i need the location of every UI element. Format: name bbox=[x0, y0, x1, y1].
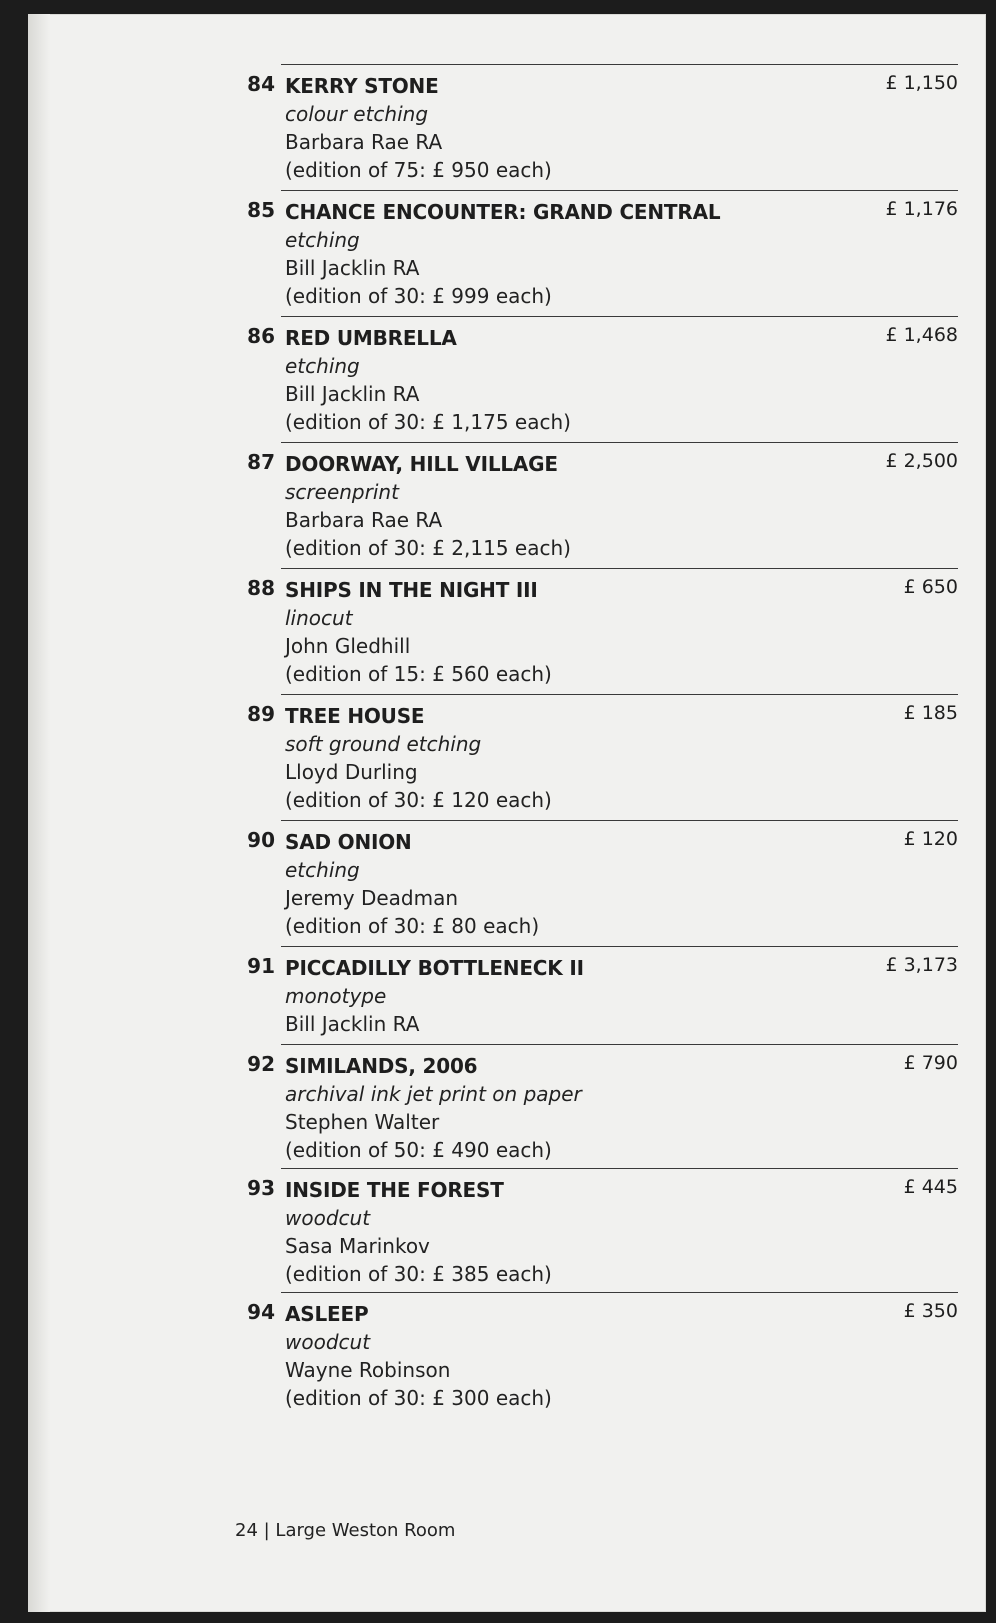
entry-artist: Barbara Rae RA bbox=[285, 130, 443, 154]
entry-title: INSIDE THE FOREST bbox=[285, 1178, 504, 1202]
entry-title: ASLEEP bbox=[285, 1302, 369, 1326]
entry-price: £ 1,176 bbox=[885, 198, 958, 220]
entry-medium: archival ink jet print on paper bbox=[285, 1082, 582, 1106]
catalogue-entry bbox=[223, 1044, 963, 1168]
entry-price: £ 1,150 bbox=[885, 72, 958, 94]
entry-artist: Sasa Marinkov bbox=[285, 1234, 430, 1258]
entry-artist: Lloyd Durling bbox=[285, 760, 418, 784]
entry-artist: Bill Jacklin RA bbox=[285, 256, 420, 280]
entry-medium: woodcut bbox=[285, 1206, 371, 1230]
entry-artist: Jeremy Deadman bbox=[285, 886, 459, 910]
entry-title: PICCADILLY BOTTLENECK II bbox=[285, 956, 584, 980]
entry-divider bbox=[281, 1168, 958, 1169]
entry-medium: monotype bbox=[285, 984, 387, 1008]
entry-artist: Bill Jacklin RA bbox=[285, 1012, 420, 1036]
entry-edition: (edition of 30: £ 1,175 each) bbox=[285, 410, 571, 434]
entry-medium: colour etching bbox=[285, 102, 429, 126]
entry-number: 87 bbox=[247, 450, 275, 474]
entry-medium: soft ground etching bbox=[285, 732, 482, 756]
entry-artist: Wayne Robinson bbox=[285, 1358, 451, 1382]
entry-edition: (edition of 30: £ 385 each) bbox=[285, 1262, 552, 1286]
entry-medium: linocut bbox=[285, 606, 353, 630]
entry-title: KERRY STONE bbox=[285, 74, 439, 98]
entry-number: 91 bbox=[247, 954, 275, 978]
entry-divider bbox=[281, 568, 958, 569]
entry-edition: (edition of 30: £ 80 each) bbox=[285, 914, 540, 938]
entry-number: 84 bbox=[247, 72, 275, 96]
entry-artist: Stephen Walter bbox=[285, 1110, 440, 1134]
entry-divider bbox=[281, 64, 958, 65]
entry-number: 94 bbox=[247, 1300, 275, 1324]
entry-divider bbox=[281, 1044, 958, 1045]
entry-title: SIMILANDS, 2006 bbox=[285, 1054, 478, 1078]
catalogue-page bbox=[28, 14, 986, 1612]
catalogue-entry bbox=[223, 1292, 963, 1416]
entry-number: 89 bbox=[247, 702, 275, 726]
entry-divider bbox=[281, 1292, 958, 1293]
entry-medium: etching bbox=[285, 858, 360, 882]
entry-price: £ 445 bbox=[903, 1176, 958, 1198]
catalogue-entry bbox=[223, 190, 963, 314]
entry-medium: etching bbox=[285, 228, 360, 252]
entry-medium: screenprint bbox=[285, 480, 399, 504]
entry-artist: Barbara Rae RA bbox=[285, 508, 443, 532]
page-binding-shadow bbox=[28, 14, 50, 1612]
entry-divider bbox=[281, 442, 958, 443]
entry-price: £ 650 bbox=[903, 576, 958, 598]
catalogue-entry bbox=[223, 316, 963, 440]
catalogue-entry bbox=[223, 64, 963, 188]
entry-title: RED UMBRELLA bbox=[285, 326, 457, 350]
entry-price: £ 2,500 bbox=[885, 450, 958, 472]
entry-title: TREE HOUSE bbox=[285, 704, 425, 728]
entry-title: SAD ONION bbox=[285, 830, 412, 854]
entry-title: CHANCE ENCOUNTER: GRAND CENTRAL bbox=[285, 200, 721, 224]
entry-edition: (edition of 75: £ 950 each) bbox=[285, 158, 552, 182]
entry-medium: woodcut bbox=[285, 1330, 371, 1354]
entry-edition: (edition of 30: £ 999 each) bbox=[285, 284, 552, 308]
entry-divider bbox=[281, 190, 958, 191]
entry-divider bbox=[281, 316, 958, 317]
entry-price: £ 350 bbox=[903, 1300, 958, 1322]
entry-edition: (edition of 30: £ 120 each) bbox=[285, 788, 552, 812]
catalogue-entry bbox=[223, 568, 963, 692]
entry-divider bbox=[281, 820, 958, 821]
entry-title: DOORWAY, HILL VILLAGE bbox=[285, 452, 558, 476]
entry-price: £ 3,173 bbox=[885, 954, 958, 976]
entry-price: £ 1,468 bbox=[885, 324, 958, 346]
entry-divider bbox=[281, 694, 958, 695]
entry-price: £ 185 bbox=[903, 702, 958, 724]
catalogue-entry bbox=[223, 820, 963, 944]
entry-price: £ 120 bbox=[903, 828, 958, 850]
entry-medium: etching bbox=[285, 354, 360, 378]
catalogue-entry bbox=[223, 694, 963, 818]
entry-number: 86 bbox=[247, 324, 275, 348]
catalogue-entry bbox=[223, 1168, 963, 1292]
entry-edition: (edition of 30: £ 300 each) bbox=[285, 1386, 552, 1410]
entry-artist: Bill Jacklin RA bbox=[285, 382, 420, 406]
entry-title: SHIPS IN THE NIGHT III bbox=[285, 578, 538, 602]
entry-edition: (edition of 30: £ 2,115 each) bbox=[285, 536, 571, 560]
entry-artist: John Gledhill bbox=[285, 634, 411, 658]
entry-divider bbox=[281, 946, 958, 947]
entry-number: 93 bbox=[247, 1176, 275, 1200]
entry-number: 88 bbox=[247, 576, 275, 600]
entry-edition: (edition of 50: £ 490 each) bbox=[285, 1138, 552, 1162]
entry-price: £ 790 bbox=[903, 1052, 958, 1074]
page-footer: 24 | Large Weston Room bbox=[235, 1520, 456, 1541]
entry-number: 90 bbox=[247, 828, 275, 852]
catalogue-entry bbox=[223, 442, 963, 566]
entry-number: 92 bbox=[247, 1052, 275, 1076]
entry-number: 85 bbox=[247, 198, 275, 222]
entry-edition: (edition of 15: £ 560 each) bbox=[285, 662, 552, 686]
